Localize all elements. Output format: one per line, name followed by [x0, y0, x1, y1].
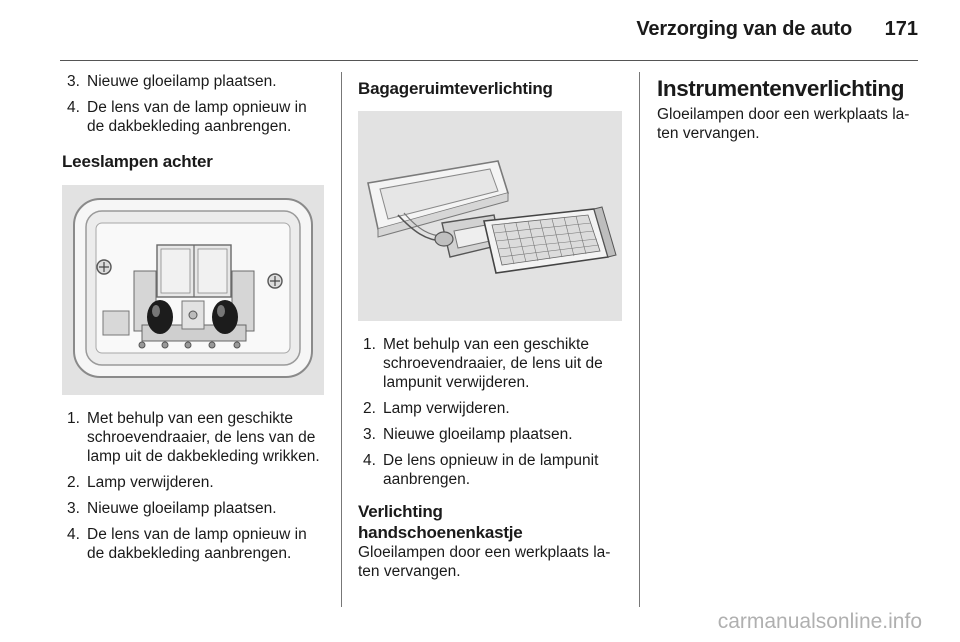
page-number: 171: [884, 18, 918, 40]
column-2: [358, 72, 622, 581]
section-heading-rear-reading-lamps: Leeslampen achter: [62, 152, 213, 171]
list-item: 3. Nieuwe gloeilamp plaatsen.: [67, 73, 277, 90]
list-item: 2. Lamp verwijderen.: [363, 400, 510, 417]
list-item: 1. Met behulp van een geschikte schroevendraaier, de lens uit de lampunit verwijderen.: [363, 336, 603, 391]
header-title: Verzorging van de auto: [636, 18, 852, 40]
column-3: [657, 72, 919, 143]
steps-list-rear-reading-lamps: [62, 409, 324, 563]
column-divider-2: [639, 72, 640, 607]
section-heading-instrument-lighting: Instrumentenverlichting: [657, 76, 905, 101]
glovebox-lighting-text: Gloeilampen door een werkplaats laten vervangen.: [358, 544, 611, 580]
header-rule: [60, 60, 918, 61]
list-item: 4. De lens opnieuw in de lampunit aanbrengen.: [363, 452, 599, 488]
column-1: [62, 72, 324, 570]
steps-list-continued: [62, 72, 324, 136]
list-item: 4. De lens van de lamp opnieuw in de dakbekleding aanbrengen.: [67, 99, 307, 135]
watermark: carmanualsonline.info: [717, 610, 922, 633]
instrument-lighting-text: Gloeilampen door een werkplaats laten vervangen.: [657, 106, 910, 142]
list-item: 3. Nieuwe gloeilamp plaatsen.: [363, 426, 573, 443]
list-item: 1. Met behulp van een geschikte schroevendraaier, de lens van de lamp uit de dakbekleding wrikken.: [67, 410, 320, 465]
section-heading-luggage-lighting: Bagageruimteverlichting: [358, 79, 553, 98]
steps-list-luggage-lighting: [358, 335, 622, 489]
luggage-compartment-lamp-illustration: [358, 111, 622, 321]
list-item: 4. De lens van de lamp opnieuw in de dakbekleding aanbrengen.: [67, 526, 307, 562]
rear-reading-lamp-illustration: [62, 185, 324, 395]
list-item: 3. Nieuwe gloeilamp plaatsen.: [67, 500, 277, 517]
section-heading-glovebox-lighting: Verlichting handschoenenkastje: [358, 502, 523, 542]
column-divider-1: [341, 72, 342, 607]
list-item: 2. Lamp verwijderen.: [67, 474, 214, 491]
